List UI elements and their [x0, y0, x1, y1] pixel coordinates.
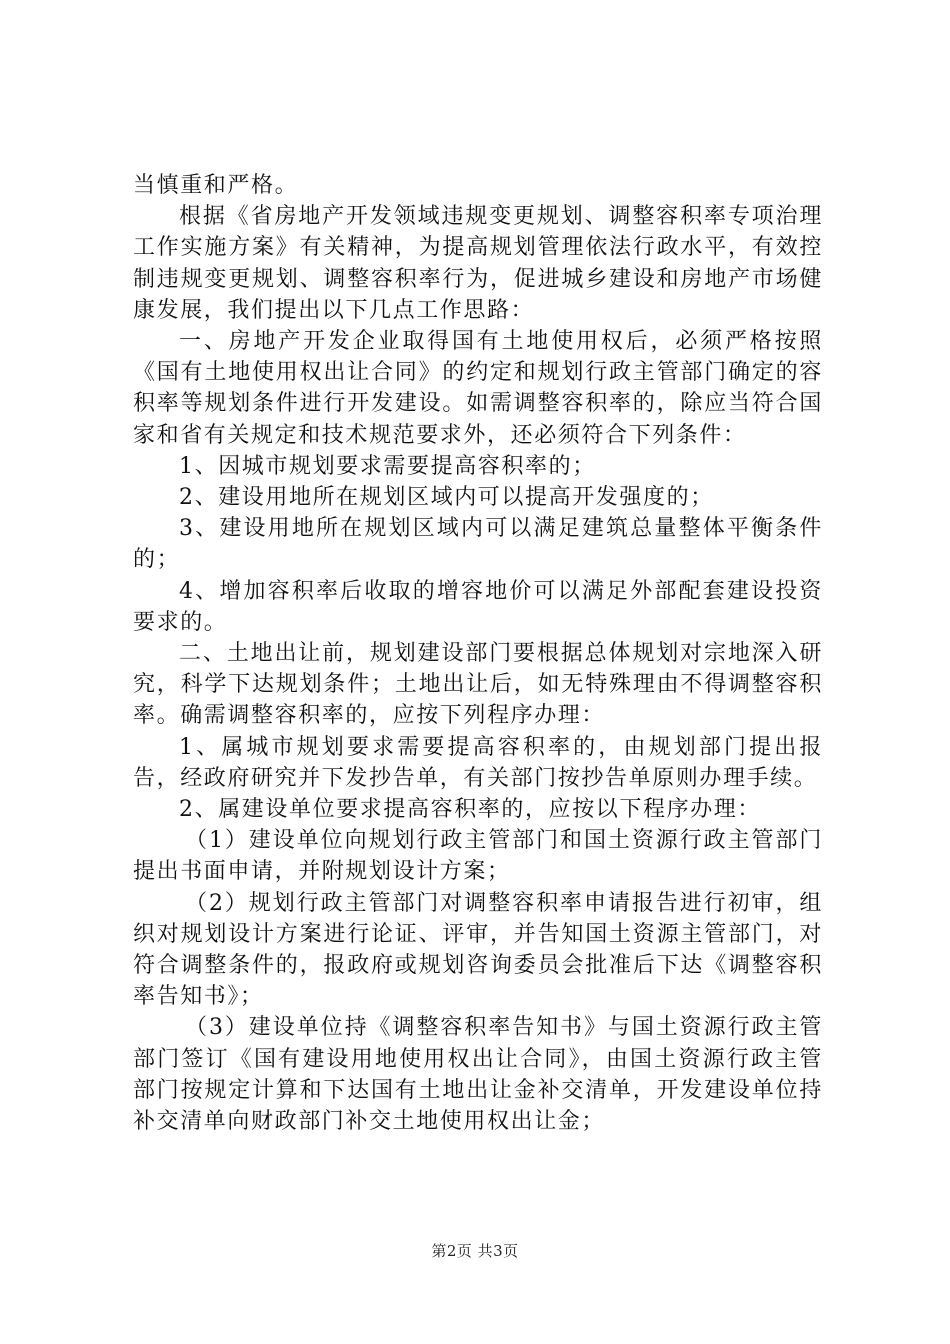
list-item: 1、属城市规划要求需要提高容积率的，由规划部门提出报告，经政府研究并下发抄告单，有关部门按抄告单原则办理手续。 [133, 734, 823, 791]
list-item: 2、建设用地所在规划区域内可以提高开发强度的； [179, 485, 714, 511]
sub-list-item: （2）规划行政主管部门对调整容积率申请报告进行初审，组织对规划设计方案进行论证、评审，并告知国土资源主管部门，对符合调整条件的，报政府或规划咨询委员会批准后下达《调整容积率告知书》； [133, 890, 823, 1010]
document-body [133, 170, 823, 1137]
list-item: 3、建设用地所在规划区域内可以满足建筑总量整体平衡条件的； [133, 516, 823, 573]
list-item: 2、属建设单位要求提高容积率的，应按以下程序办理： [179, 797, 761, 823]
paragraph: 根据《省房地产开发领域违规变更规划、调整容积率专项治理工作实施方案》有关精神，为提高规划管理依法行政水平，有效控制违规变更规划、调整容积率行为，促进城乡建设和房地产市场健康发展，我们提出以下几点工作思路： [133, 204, 823, 323]
list-item: 4、增加容积率后收取的增容地价可以满足外部配套建设投资要求的。 [133, 578, 823, 635]
paragraph: 二、土地出让前，规划建设部门要根据总体规划对宗地深入研究，科学下达规划条件；土地出让后，如无特殊理由不得调整容积率。确需调整容积率的，应按下列程序办理： [133, 641, 823, 729]
paragraph: 一、房地产开发企业取得国有土地使用权后，必须严格按照《国有土地使用权出让合同》的约定和规划行政主管部门确定的容积率等规划条件进行开发建设。如需调整容积率的，除应当符合国家和省有关规定和技术规范要求外，还必须符合下列条件： [133, 329, 823, 448]
sub-list-item: （1）建设单位向规划行政主管部门和国土资源行政主管部门提出书面申请，并附规划设计方案； [133, 828, 823, 885]
page-footer [0, 1240, 950, 1261]
list-item: 1、因城市规划要求需要提高容积率的； [179, 453, 596, 479]
sub-list-item: （3）建设单位持《调整容积率告知书》与国土资源行政主管部门签订《国有建设用地使用权出让合同》，由国土资源行政主管部门按规定计算和下达国有土地出让金补交清单，开发建设单位持补交清单向财政部门补交土地使用权出让金； [133, 1015, 823, 1135]
paragraph: 当慎重和严格。 [133, 173, 299, 198]
page-number-label: 第2页 共3页 [431, 1242, 519, 1260]
